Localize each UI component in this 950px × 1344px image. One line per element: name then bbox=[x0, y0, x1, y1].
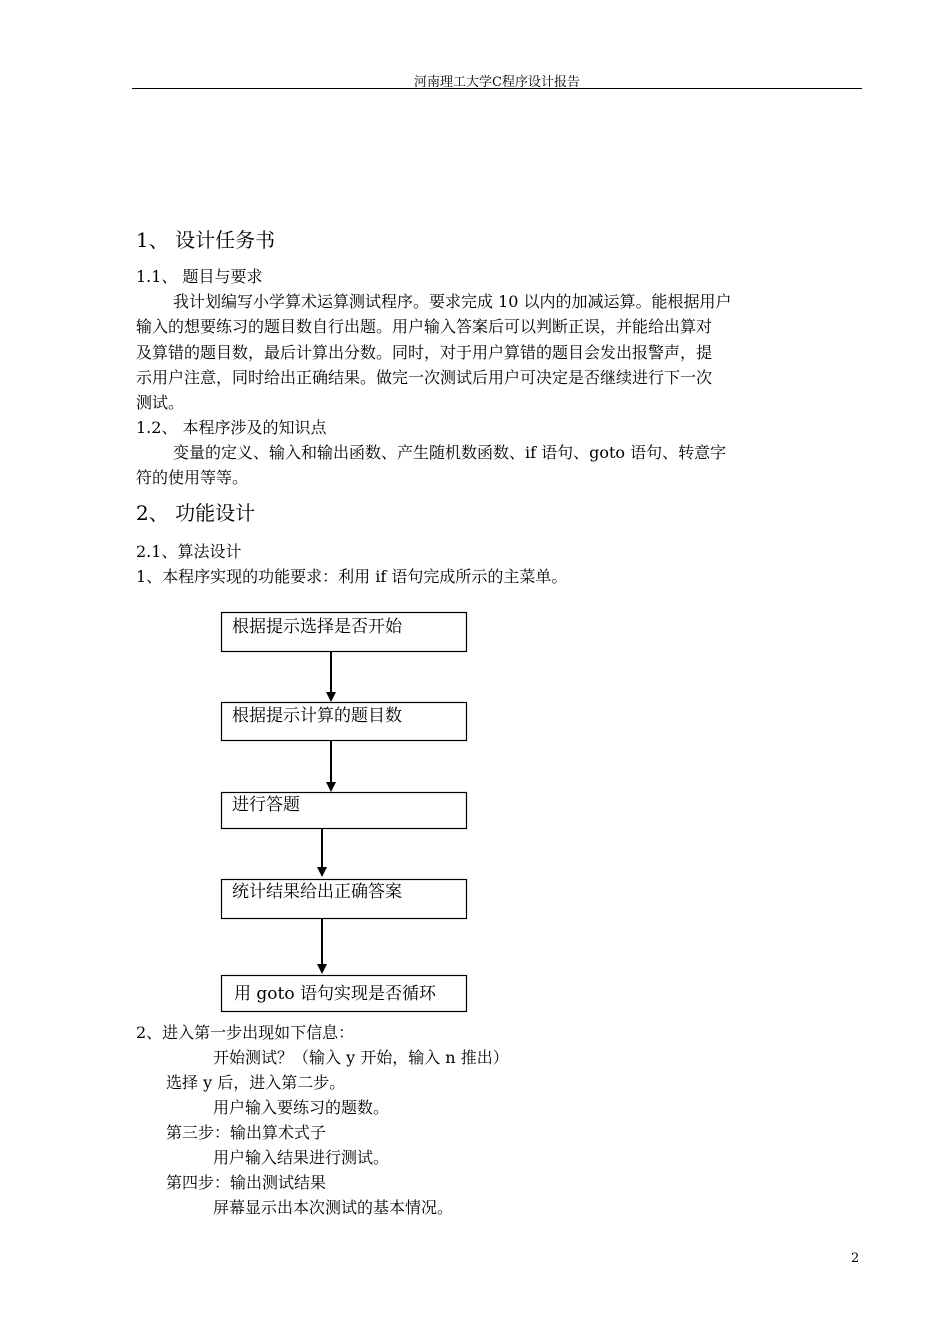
para-line: 符的使用等等。 bbox=[136, 468, 249, 487]
section-2-1-intro: 1、本程序实现的功能要求：利用 if 语句完成所示的主菜单。 bbox=[136, 567, 568, 586]
page-header: 河南理工大学C程序设计报告 bbox=[414, 75, 580, 90]
steps-line: 2、进入第一步出现如下信息： bbox=[136, 1023, 355, 1042]
para-line: 示用户注意，同时给出正确结果。做完一次测试后用户可决定是否继续进行下一次 bbox=[136, 368, 713, 387]
para-line: 输入的想要练习的题目数自行出题。用户输入答案后可以判断正误，并能给出算对 bbox=[136, 317, 713, 336]
section-1-2-title: 1.2、 本程序涉及的知识点 bbox=[136, 418, 327, 437]
steps-line: 第四步：输出测试结果 bbox=[166, 1173, 327, 1192]
page-number: 2 bbox=[851, 1251, 860, 1266]
section-1-1-title: 1.1、 题目与要求 bbox=[136, 267, 263, 286]
flow-step-label: 进行答题 bbox=[232, 795, 300, 815]
flow-step-label: 用 goto 语句实现是否循环 bbox=[234, 984, 436, 1004]
steps-line: 开始测试？（输入 y 开始，输入 n 推出） bbox=[213, 1048, 509, 1067]
para-line: 测试。 bbox=[136, 393, 185, 412]
section-2-title: 2、 功能设计 bbox=[136, 501, 256, 525]
steps-line: 用户输入要练习的题数。 bbox=[213, 1098, 390, 1117]
steps-line: 选择 y 后，进入第二步。 bbox=[166, 1073, 346, 1092]
para-line: 变量的定义、输入和输出函数、产生随机数函数、if 语句、goto 语句、转意字 bbox=[173, 443, 727, 462]
section-2-1-title: 2.1、算法设计 bbox=[136, 542, 242, 561]
para-line: 我计划编写小学算术运算测试程序。要求完成 10 以内的加减运算。能根据用户 bbox=[173, 292, 732, 311]
steps-line: 用户输入结果进行测试。 bbox=[213, 1148, 390, 1167]
flow-step-label: 统计结果给出正确答案 bbox=[232, 882, 402, 902]
para-line: 及算错的题目数，最后计算出分数。同时，对于用户算错的题目会发出报警声，提 bbox=[136, 343, 713, 362]
section-1-title: 1、 设计任务书 bbox=[136, 228, 276, 252]
flow-step-label: 根据提示选择是否开始 bbox=[232, 617, 402, 637]
flow-step-label: 根据提示计算的题目数 bbox=[232, 706, 402, 726]
steps-line: 第三步：输出算术式子 bbox=[166, 1123, 327, 1142]
steps-line: 屏幕显示出本次测试的基本情况。 bbox=[213, 1198, 454, 1217]
